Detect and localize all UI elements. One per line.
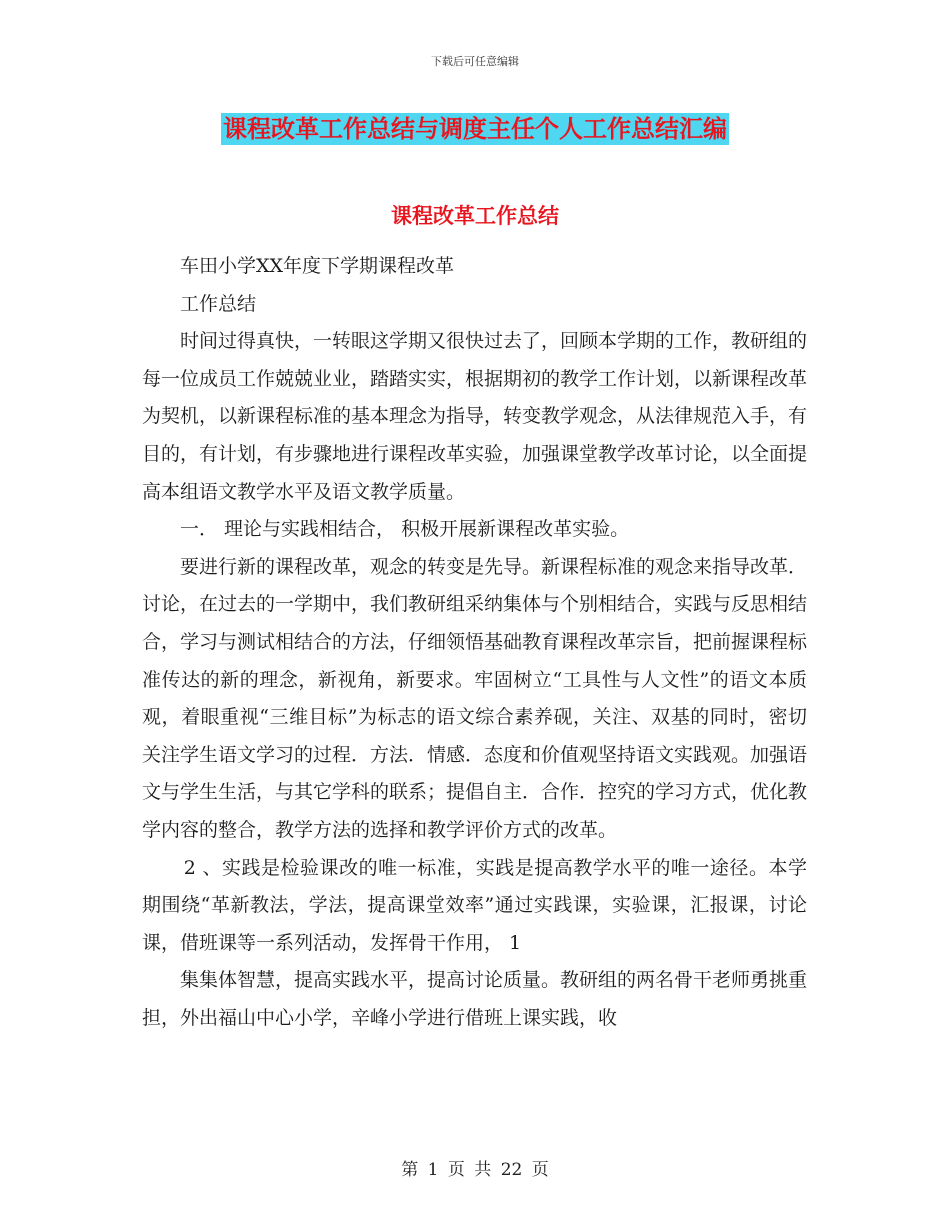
page-number: 第 1 页 共 22 页 [401,1160,549,1180]
paragraph-collective: 集集体智慧，提高实践水平，提高讨论质量。教研组的两名骨干老师勇挑重担，外出福山中心小学，辛峰小学进行借班上课实践，收 [142,969,808,1029]
header-note: 下载后可任意编辑 [431,55,519,68]
paragraph-summary-line: 工作总结 [180,292,257,315]
paragraph-intro: 时间过得真快，一转眼这学期又很快过去了，回顾本学期的工作，教研组的每一位成员工作兢兢业业，踏踏实实，根据期初的教学工作计划，以新课程改革为契机，以新课程标准的基本理念为指导，转变教学观念，从法律规范入手，有目的，有计划，有步骤地进行课程改革实验，加强课堂教学改革讨论，以全面提高本组语文教学水平及语文教学质量。 [142,330,808,503]
paragraph-practice: 2 、实践是检验课改的唯一标准，实践是提高教学水平的唯一途径。本学期围绕“革新教法，学法，提高课堂效率”通过实践课，实验课，汇报课，讨论课，借班课等一系列活动，发挥骨干作用， 1 [142,856,807,954]
paragraph-concept: 要进行新的课程改革，观念的转变是先导。新课程标准的观念来指导改革．讨论，在过去的一学期中，我们教研组采纳集体与个别相结合，实践与反思相结合，学习与测试相结合的方法，仔细领悟基础教育课程改革宗旨，把前握课程标准传达的新的理念，新视角，新要求。牢固树立“工具性与人文性”的语文本质观，着眼重视“三维目标”为标志的语文综合素养砚，关注、双基的同时，密切关注学生语文学习的过程．方法．情感．态度和价值观坚持语文实践观。加强语文与学生生活，与其它学科的联系；提倡自主．合作．控究的学习方式，优化教学内容的整合，教学方法的选择和教学评价方式的改革。 [142,555,808,841]
document-body [142,248,807,1037]
paragraph-school-line: 车田小学XX年度下学期课程改革 [180,255,455,277]
section-title: 课程改革工作总结 [391,204,559,228]
paragraph-heading-one: 一． 理论与实践相结合， 积极开展新课程改革实验。 [180,518,630,541]
document-main-title: 课程改革工作总结与调度主任个人工作总结汇编 [223,115,727,143]
